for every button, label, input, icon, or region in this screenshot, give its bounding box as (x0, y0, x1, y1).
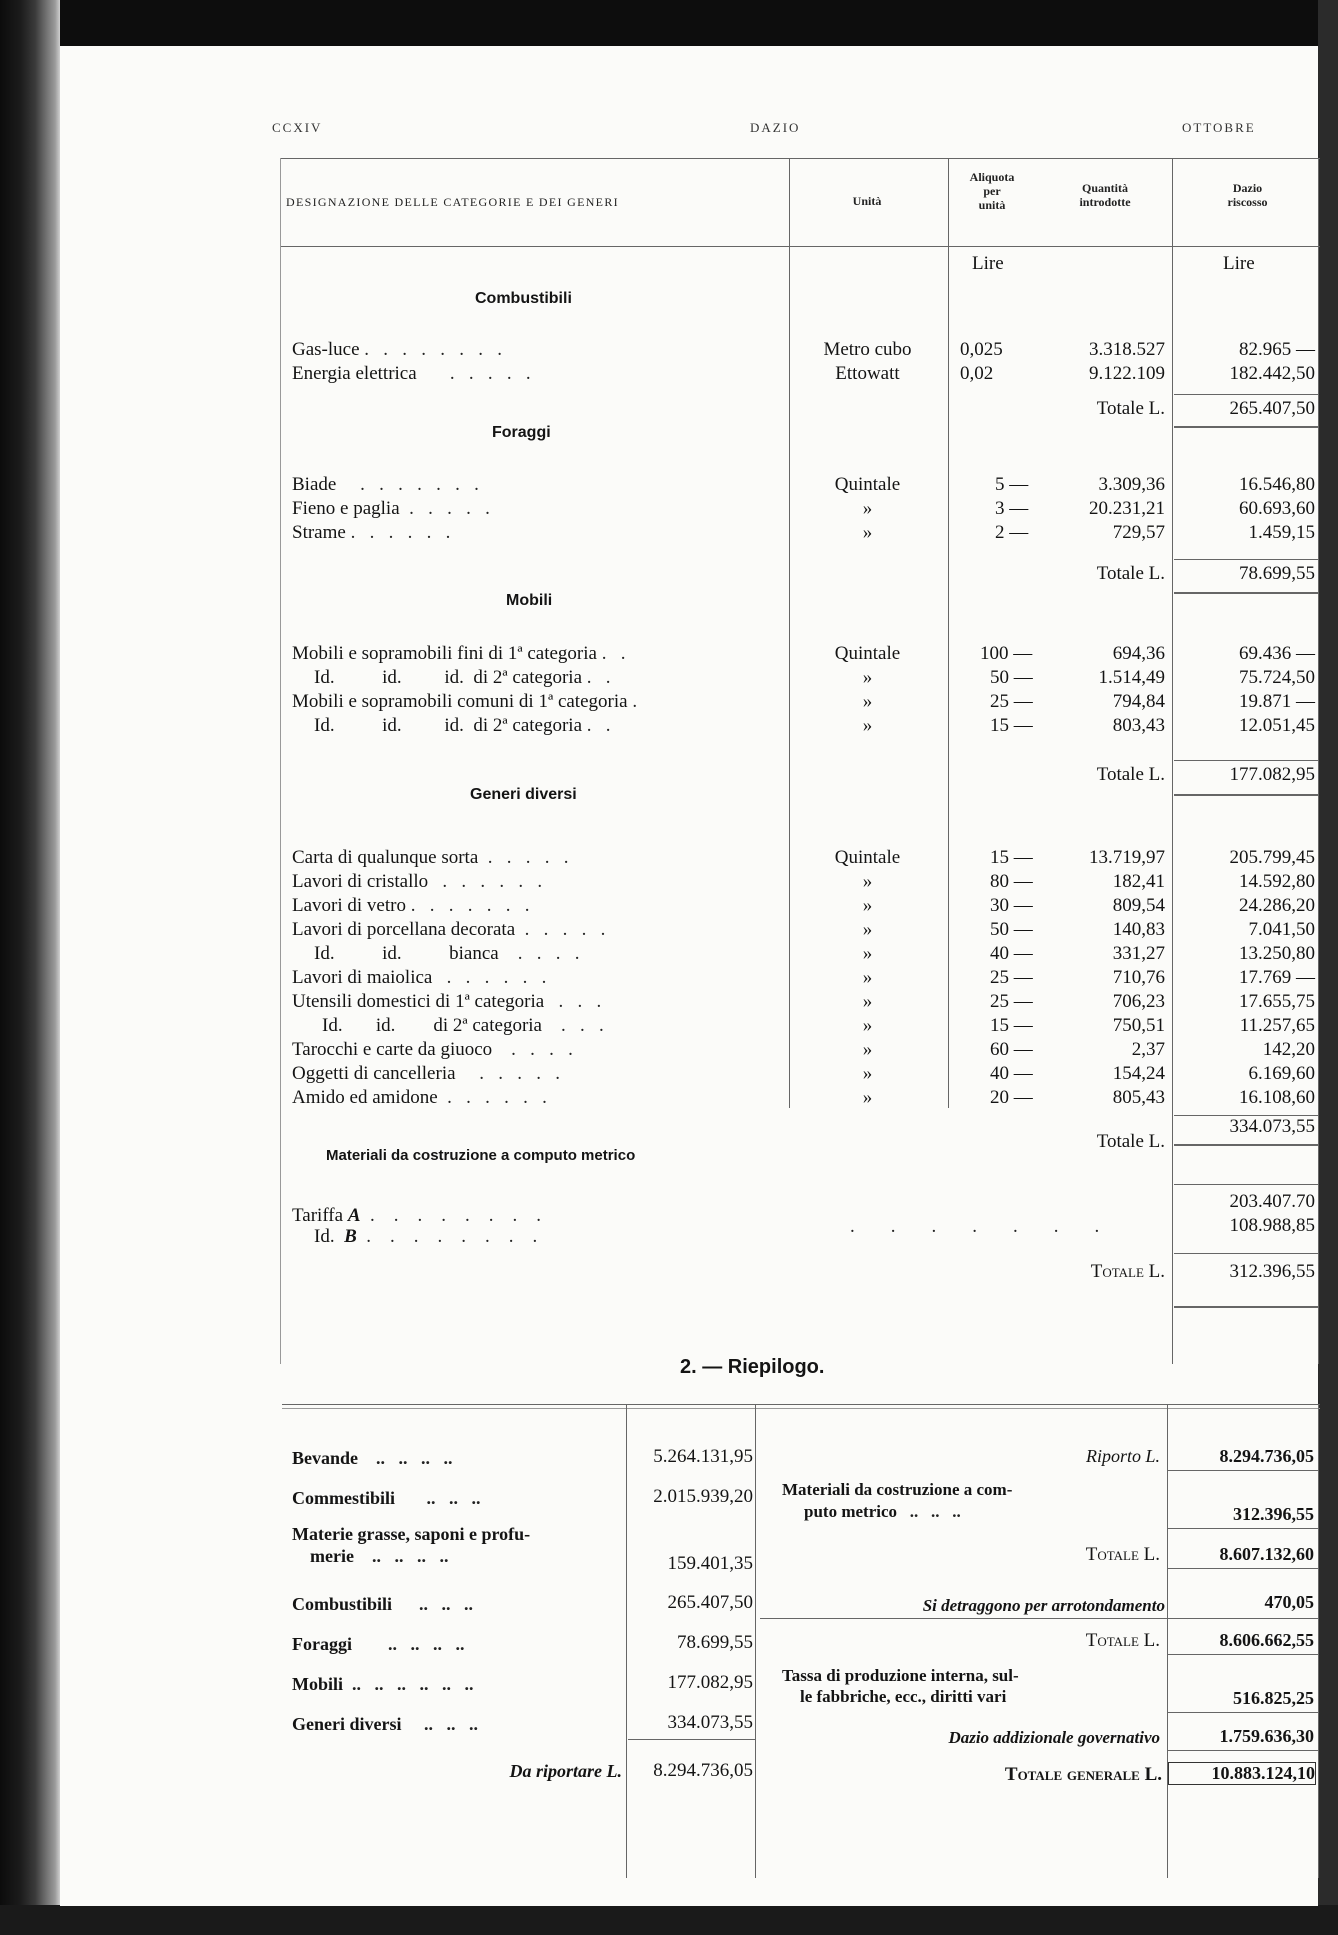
row-label-text: Strame (292, 522, 346, 543)
header-rate-line1: Aliquota (969, 170, 1015, 184)
row-rate: 30 — (990, 895, 1033, 916)
summary-left-label-text: merie (310, 1546, 354, 1566)
row-rate: 20 — (990, 1087, 1033, 1108)
summary-left-label-text: Bevande (292, 1448, 359, 1468)
section-total-label: Totale L. (1096, 1131, 1165, 1152)
row-rate: 50 — (990, 667, 1033, 688)
carry-value: 8.294.736,05 (653, 1760, 753, 1781)
header-rate (950, 170, 1034, 212)
summary-right-value: 8.607.132,60 (1219, 1544, 1314, 1564)
scan-border-left (0, 0, 60, 1935)
row-label (314, 943, 864, 965)
row-unit: » (862, 522, 873, 543)
row-label (292, 1063, 842, 1085)
summary-right-rule (1168, 1712, 1318, 1713)
scan-border-bottom (0, 1905, 1338, 1935)
section-total-label: Totale L. (1090, 1261, 1165, 1282)
row-unit: » (862, 871, 873, 892)
header-rate-line3: unità (978, 198, 1006, 212)
row-unit: » (862, 498, 873, 519)
row-rate: 15 — (990, 1015, 1033, 1036)
row-unit: » (862, 967, 873, 988)
row-label (292, 991, 842, 1013)
row-rate: 5 — (995, 474, 1029, 495)
row-label (314, 667, 864, 689)
header-quantity (1040, 181, 1170, 209)
row-label (292, 847, 842, 869)
summary-left-label (292, 1634, 465, 1655)
summary-rule-right (1318, 1404, 1319, 1878)
row-quantity: 154,24 (1112, 1063, 1165, 1084)
total-rule-bottom (1174, 592, 1318, 594)
section-total-value: 177.082,95 (1229, 764, 1315, 785)
row-unit: » (862, 1087, 873, 1108)
row-quantity: 2,37 (1131, 1039, 1165, 1060)
column-rule-unit (789, 158, 790, 1108)
row-rate: 2 — (995, 522, 1029, 543)
leader-dots: . . . . . . (437, 1087, 547, 1108)
header-quantity-line2: introdotte (1079, 195, 1131, 209)
row-label-text: Id. id. bianca (314, 943, 499, 964)
row-duty: 205.799,45 (1229, 847, 1315, 868)
summary-left-value: 334.073,55 (667, 1712, 753, 1733)
row-duty: 11.257,65 (1239, 1015, 1315, 1036)
row-label (292, 919, 842, 941)
total-rule-bottom (1174, 426, 1318, 428)
leader-dots: . . . . . (416, 363, 531, 384)
row-label (322, 1015, 872, 1037)
leader-dots: . (627, 691, 638, 712)
summary-top-rule-2 (282, 1408, 1320, 1409)
row-unit: » (862, 1039, 873, 1060)
row-label (292, 895, 842, 917)
total-rule-top (1174, 559, 1318, 560)
leader-dots: . . . . . . (345, 522, 451, 543)
row-duty: 6.169,60 (1248, 1063, 1315, 1084)
row-duty: 182.442,50 (1229, 363, 1315, 384)
row-label-text: Mobili e sopramobili fini di 1ª categoria (292, 643, 597, 664)
summary-right-rule (1168, 1568, 1318, 1569)
row-quantity: 750,51 (1112, 1015, 1165, 1036)
row-label-text: Tarocchi e carte da giuoco (292, 1039, 493, 1060)
summary-right-rule (1168, 1654, 1318, 1655)
total-rule-top (1174, 1253, 1318, 1254)
row-rate: 0,025 (960, 339, 1003, 360)
summary-left-value: 159.401,35 (667, 1553, 753, 1574)
row-label-text: Lavori di maiolica (292, 967, 433, 988)
leader-dots: . . . . . (455, 1063, 561, 1084)
summary-right-value: 312.396,55 (1233, 1504, 1314, 1524)
section-title: Mobili (506, 592, 553, 609)
row-quantity: 809,54 (1112, 895, 1165, 916)
leader-dots-wide: ....... (850, 1216, 1136, 1237)
table-left-rule (280, 158, 281, 1364)
row-label-text: Oggetti di cancelleria (292, 1063, 456, 1084)
summary-right-rule (1168, 1470, 1318, 1471)
row-quantity: 706,23 (1112, 991, 1165, 1012)
total-rule-bottom (1174, 794, 1318, 796)
leader-dots: . . . . (492, 1039, 573, 1060)
row-duty: 14.592,80 (1239, 871, 1315, 892)
row-quantity: 182,41 (1112, 871, 1165, 892)
leader-dots: . . (582, 667, 611, 688)
row-quantity: 710,76 (1112, 967, 1165, 988)
row-label-text: Gas-luce (292, 339, 360, 360)
row-label-text: Lavori di cristallo (292, 871, 429, 892)
summary-left-label-text: Combustibili (292, 1594, 393, 1614)
section-title: Generi diversi (470, 786, 577, 803)
leader-dots: . . . . . . . (336, 474, 479, 495)
row-unit: Quintale (834, 474, 901, 495)
column-rule-duty (1172, 158, 1173, 1364)
row-duty: 60.693,60 (1239, 498, 1315, 519)
row-rate: 100 — (980, 643, 1033, 664)
grand-total-label: Totale generale L. (1004, 1764, 1162, 1785)
row-duty: 16.546,80 (1239, 474, 1315, 495)
row-unit: » (862, 667, 873, 688)
total-rule-bottom (1174, 1306, 1318, 1308)
summary-left-label-text: Commestibili (292, 1488, 395, 1508)
summary-right-label: Si detraggono per arrotondamento (922, 1596, 1165, 1615)
row-quantity: 20.231,21 (1089, 498, 1165, 519)
summary-right-label: Totale L. (1085, 1630, 1160, 1651)
section-title: Combustibili (475, 290, 572, 307)
summary-left-label (292, 1714, 478, 1735)
currency-duty: Lire (1223, 253, 1255, 274)
row-rate: 50 — (990, 919, 1033, 940)
row-rate: 15 — (990, 847, 1033, 868)
row-label-text: Mobili e sopramobili comuni di 1ª categoria (292, 691, 628, 712)
row-quantity: 3.318.527 (1089, 339, 1165, 360)
header-rate-line2: per (983, 184, 1001, 198)
summary-left-label (292, 1448, 453, 1469)
summary-right-label: Materiali da costruzione a com- (782, 1480, 1013, 1499)
row-duty: 12.051,45 (1239, 715, 1315, 736)
row-unit: » (862, 691, 873, 712)
row-quantity: 805,43 (1112, 1087, 1165, 1108)
row-duty: 69.436 — (1239, 643, 1315, 664)
summary-left-label (292, 1488, 481, 1509)
row-rate: 25 — (990, 991, 1033, 1012)
summary-right-label-text: puto metrico (804, 1502, 898, 1521)
row-duty: 13.250,80 (1239, 943, 1315, 964)
row-duty: 17.655,75 (1239, 991, 1315, 1012)
row-quantity: 694,36 (1112, 643, 1165, 664)
row-rate: 15 — (990, 715, 1033, 736)
row-unit: » (862, 715, 873, 736)
summary-right-label: Dazio addizionale governativo (948, 1728, 1160, 1747)
leader-dots: . . . . (498, 943, 580, 964)
running-head-page-number: CCXIV (272, 120, 323, 135)
leader-dots: . . . . . (515, 919, 606, 940)
row-label-text: Utensili domestici di 1ª categoria (292, 991, 545, 1012)
materials-rule-top (1174, 1184, 1318, 1185)
row-quantity: 1.514,49 (1098, 667, 1165, 688)
row-label-text: Energia elettrica (292, 363, 417, 384)
row-unit: » (862, 991, 873, 1012)
row-label-letter: B (344, 1226, 357, 1247)
summary-right-rule (1168, 1750, 1318, 1751)
row-quantity: 803,43 (1112, 715, 1165, 736)
row-duty: 75.724,50 (1239, 667, 1315, 688)
summary-right-label: le fabbriche, ecc., diritti vari (800, 1687, 1007, 1706)
header-duty (1180, 181, 1315, 209)
row-label (292, 1039, 842, 1061)
leader-dots: .. .. .. (401, 1714, 478, 1734)
leader-dots: .. .. .. .. (353, 1546, 449, 1566)
row-label-text: Id. id. id. di 2ª categoria (314, 715, 583, 736)
summary-left-label (292, 1674, 474, 1695)
row-rate: 0,02 (960, 363, 994, 384)
summary-left-value: 265.407,50 (667, 1592, 753, 1613)
row-unit: Ettowatt (835, 363, 900, 384)
row-label-text: Biade (292, 474, 337, 495)
row-duty: 24.286,20 (1239, 895, 1315, 916)
leader-dots: . . . . . . . . (360, 1205, 541, 1226)
summary-top-rule (282, 1404, 1320, 1405)
summary-rule-middle (755, 1404, 756, 1878)
row-label (292, 643, 842, 665)
row-label-text: Id. id. di 2ª categoria (322, 1015, 542, 1036)
row-unit: » (862, 919, 873, 940)
row-unit: » (862, 1015, 873, 1036)
summary-left-label (310, 1546, 448, 1567)
summary-right-value: 8.294.736,05 (1219, 1446, 1314, 1466)
summary-right-value: 470,05 (1264, 1592, 1314, 1612)
row-duty: 7.041,50 (1248, 919, 1315, 940)
section-total-label: Totale L. (1096, 563, 1165, 584)
row-label-text: Lavori di vetro (292, 895, 406, 916)
row-label-text: Tariffa (292, 1205, 344, 1226)
leader-dots: . . . (544, 991, 602, 1012)
row-label-letter: A (347, 1205, 361, 1226)
leader-dots: .. .. .. (392, 1594, 474, 1614)
summary-right-label: Riporto L. (1085, 1446, 1160, 1466)
scan-border-top (0, 0, 1338, 46)
leader-dots: . . . . . (399, 498, 490, 519)
summary-left-value: 5.264.131,95 (653, 1446, 753, 1467)
row-label (292, 871, 842, 893)
row-quantity: 9.122.109 (1089, 363, 1165, 384)
currency-rate: Lire (972, 253, 1004, 274)
row-quantity: 331,27 (1112, 943, 1165, 964)
row-quantity: 729,57 (1112, 522, 1165, 543)
table-top-rule (280, 158, 1320, 159)
row-rate: 40 — (990, 943, 1033, 964)
carry-rule (628, 1739, 755, 1740)
row-label (292, 522, 842, 544)
header-unit: Unità (852, 194, 882, 208)
table-right-rule (1318, 158, 1319, 1364)
row-label (292, 498, 842, 520)
total-rule-top (1174, 394, 1318, 395)
leader-dots: .. .. .. .. (358, 1448, 453, 1468)
row-label-text: Amido ed amidone (292, 1087, 438, 1108)
row-duty: 82.965 — (1239, 339, 1315, 360)
summary-title: 2. — Riepilogo. (680, 1356, 825, 1378)
summary-left-label (292, 1594, 473, 1615)
summary-right-value: 8.606.662,55 (1219, 1630, 1314, 1650)
row-label-text: Id. id. id. di 2ª categoria (314, 667, 583, 688)
leader-dots: . . . . . (478, 847, 569, 868)
section-title: Materiali da costruzione a computo metrico (326, 1147, 636, 1164)
grand-total-value: 10.883.124,10 (1168, 1762, 1316, 1785)
summary-right-value: 516.825,25 (1233, 1688, 1314, 1708)
row-quantity: 13.719,97 (1089, 847, 1165, 868)
row-label (314, 1226, 864, 1248)
row-label (292, 474, 842, 496)
leader-dots: . . . (542, 1015, 604, 1036)
leader-dots: . . (582, 715, 611, 736)
row-unit: » (862, 895, 873, 916)
leader-dots: .. .. .. .. .. .. (343, 1674, 474, 1694)
section-total-value: 334.073,55 (1229, 1116, 1315, 1137)
summary-left-value: 78.699,55 (677, 1632, 753, 1653)
leader-dots: . . . . . . (428, 871, 543, 892)
row-quantity: 794,84 (1112, 691, 1165, 712)
row-label (292, 1205, 842, 1227)
row-unit: Metro cubo (823, 339, 912, 360)
total-rule-top (1174, 760, 1318, 761)
header-duty-line2: riscosso (1227, 195, 1268, 209)
leader-dots: .. .. .. .. (352, 1634, 465, 1654)
row-unit: » (862, 943, 873, 964)
row-rate: 25 — (990, 691, 1033, 712)
row-unit: Quintale (834, 643, 901, 664)
summary-left-label-text: Generi diversi (292, 1714, 402, 1734)
row-duty: 19.871 — (1239, 691, 1315, 712)
leader-dots: .. .. .. (395, 1488, 481, 1508)
section-total-label: Totale L. (1096, 764, 1165, 785)
summary-right-label: Tassa di produzione interna, sul- (782, 1666, 1019, 1685)
row-label (292, 691, 842, 713)
leader-dots: . . . . . . (432, 967, 547, 988)
leader-dots: . . . . . . . (405, 895, 530, 916)
running-head-title: DAZIO (750, 120, 801, 135)
row-label (292, 967, 842, 989)
total-rule-bottom (1174, 1144, 1318, 1146)
summary-left-label-text: Foraggi (292, 1634, 352, 1654)
summary-right-label (804, 1502, 961, 1522)
summary-right-rule (1168, 1528, 1318, 1529)
row-rate: 3 — (995, 498, 1029, 519)
row-label-text: Id. (314, 1226, 335, 1247)
row-rate: 80 — (990, 871, 1033, 892)
section-total-value: 265.407,50 (1229, 398, 1315, 419)
row-label (292, 363, 842, 385)
leader-dots: . . . . . . . . (356, 1226, 538, 1247)
row-label-text: Carta di qualunque sorta (292, 847, 479, 868)
row-label (292, 1087, 842, 1109)
row-label-text: Fieno e paglia (292, 498, 400, 519)
running-head-month: OTTOBRE (1182, 120, 1256, 135)
scan-border-right (1318, 0, 1338, 1935)
row-rate: 60 — (990, 1039, 1033, 1060)
row-quantity: 140,83 (1112, 919, 1165, 940)
row-duty: 203.407.70 (1229, 1191, 1315, 1212)
row-label-text: Lavori di porcellana decorata (292, 919, 516, 940)
section-title: Foraggi (492, 424, 551, 441)
row-duty: 108.988,85 (1229, 1215, 1315, 1236)
summary-right-label: Totale L. (1085, 1544, 1160, 1565)
summary-rule-left-values (626, 1404, 627, 1878)
row-duty: 1.459,15 (1248, 522, 1315, 543)
row-duty: 16.108,60 (1239, 1087, 1315, 1108)
header-designation: DESIGNAZIONE DELLE CATEGORIE E DEI GENERI (286, 195, 619, 209)
summary-left-label: Materie grasse, saponi e profu- (292, 1524, 531, 1544)
row-unit: » (862, 1063, 873, 1084)
row-label (292, 339, 842, 361)
column-rule-rate (948, 158, 949, 1108)
header-quantity-line1: Quantità (1081, 181, 1128, 195)
carry-label: Da riportare L. (509, 1761, 622, 1781)
leader-dots: . . . . . . . . (359, 339, 503, 360)
leader-dots: .. .. .. (897, 1502, 961, 1521)
summary-right-value: 1.759.636,30 (1219, 1726, 1314, 1746)
row-rate: 40 — (990, 1063, 1033, 1084)
header-duty-line1: Dazio (1232, 181, 1263, 195)
section-total-value: 78.699,55 (1239, 563, 1315, 584)
section-total-label: Totale L. (1096, 398, 1165, 419)
row-rate: 25 — (990, 967, 1033, 988)
summary-right-rule (760, 1618, 1318, 1619)
row-unit: Quintale (834, 847, 901, 868)
leader-dots: . . (596, 643, 626, 664)
table-header-rule (280, 246, 1320, 247)
summary-left-label-text: Mobili (292, 1674, 344, 1694)
document-page (60, 46, 1318, 1906)
row-duty: 142,20 (1262, 1039, 1315, 1060)
row-duty: 17.769 — (1239, 967, 1315, 988)
summary-left-value: 2.015.939,20 (653, 1486, 753, 1507)
summary-left-value: 177.082,95 (667, 1672, 753, 1693)
row-label (314, 715, 864, 737)
row-quantity: 3.309,36 (1098, 474, 1165, 495)
section-total-value: 312.396,55 (1229, 1261, 1315, 1282)
